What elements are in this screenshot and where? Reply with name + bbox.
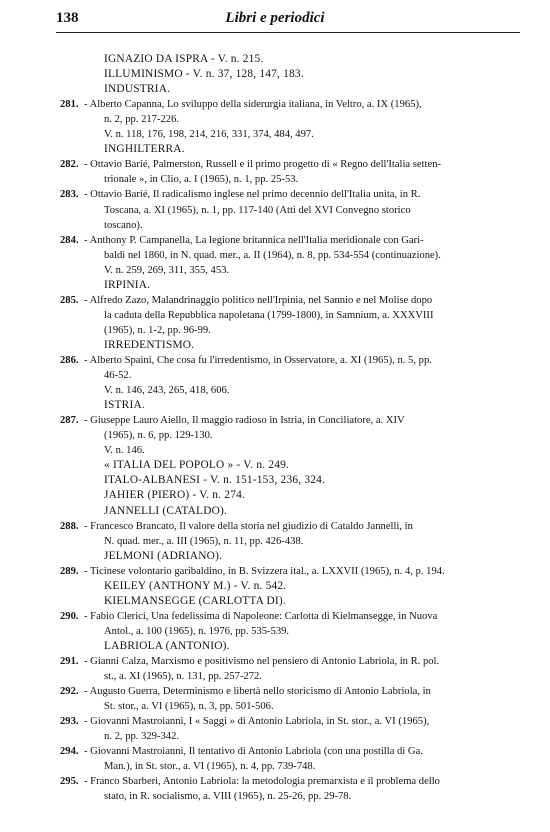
continuation-text: n. 2, pp. 217-226. xyxy=(104,114,180,126)
heading-text: INGHILTERRA. xyxy=(104,143,185,156)
entry-text: - Gianni Calza, Marxismo e positivismo nel pensiero di Antonio Labriola, in R. pol. xyxy=(84,656,440,667)
header-rule xyxy=(56,32,520,33)
subject-heading xyxy=(104,67,304,82)
entry-text: - Anthony P. Campanella, La legione britannica nell'Italia meridionale con Gari- xyxy=(84,234,424,246)
bibliography-entry xyxy=(60,233,424,248)
bibliography-entry xyxy=(60,519,413,534)
entry-text: - Alberto Capanna, Lo sviluppo della siderurgia italiana, in Veltro, a. IX (1965), xyxy=(84,99,422,111)
continuation-text: n. 2, pp. 329-342. xyxy=(104,731,180,743)
heading-text: JELMONI (ADRIANO). xyxy=(104,549,223,562)
continuation-text: (1965), n. 6, pp. 129-130. xyxy=(104,430,213,442)
continuation-text: toscano). xyxy=(104,219,143,231)
entry-continuation xyxy=(104,368,131,383)
continuation-text: baldi nel 1860, in N. quad. mer., a. II (1964), n. 8, pp. 534-554 (continuazione). xyxy=(104,249,441,261)
entry-continuation xyxy=(104,308,433,323)
heading-text: INDUSTRIA. xyxy=(104,83,171,96)
entry-number: 287. xyxy=(60,415,79,427)
entry-continuation xyxy=(104,534,303,549)
entry-number: 283. xyxy=(60,189,79,201)
bibliography-entry xyxy=(60,774,440,789)
heading-text: ILLUMINISMO - V. n. 37, 128, 147, 183. xyxy=(104,68,304,81)
entry-continuation xyxy=(104,218,143,233)
heading-text: KIELMANSEGGE (CARLOTTA DI). xyxy=(104,594,286,607)
entry-text: - Franco Sbarberi, Antonio Labriola: la metodologia premarxista e il problema dello xyxy=(84,776,440,788)
entry-number: 285. xyxy=(60,294,79,306)
entry-continuation xyxy=(104,112,179,127)
subject-heading xyxy=(104,52,263,67)
entry-text: - Ottavio Barié, Il radicalismo inglese nel primo decennio dell'Italia unita, in R. xyxy=(84,189,421,201)
heading-text: KEILEY (ANTHONY M.) - V. n. 542. xyxy=(104,579,287,592)
bibliography-entry xyxy=(60,564,445,579)
subject-heading xyxy=(104,594,286,609)
subject-heading xyxy=(104,142,185,157)
entry-continuation xyxy=(104,759,315,774)
entry-text: - Augusto Guerra, Determinismo e libertà nello storicismo di Antonio Labriola, in xyxy=(84,686,431,698)
entry-continuation xyxy=(104,383,229,398)
heading-text: ISTRIA. xyxy=(104,399,145,412)
heading-text: ITALO-ALBANESI - V. n. 151-153, 236, 324. xyxy=(104,474,326,487)
entry-continuation xyxy=(104,729,179,744)
page-number: 138 xyxy=(56,10,79,26)
continuation-text: (1965), n. 1-2, pp. 96-99. xyxy=(104,324,211,336)
heading-text: LABRIOLA (ANTONIO). xyxy=(104,639,230,652)
continuation-text: Antol., a. 100 (1965), n. 1976, pp. 535-539. xyxy=(104,625,290,637)
entry-number: 282. xyxy=(60,159,79,171)
bibliography-entry xyxy=(60,714,429,729)
bibliography-entry xyxy=(60,353,432,368)
page-header xyxy=(0,10,550,32)
heading-text: JANNELLI (CATALDO). xyxy=(104,504,228,517)
entry-text: - Fabio Clerici, Una fedelissima di Napoleone: Carlotta di Kielmansegge, in Nuova xyxy=(84,610,438,622)
bibliography-entry xyxy=(60,654,439,669)
bibliography-entry xyxy=(60,744,423,759)
subject-heading xyxy=(104,473,325,488)
continuation-text: st., a. XI (1965), n. 131, pp. 257-272. xyxy=(104,671,263,683)
entry-text: - Ottavio Barié, Palmerston, Russell e il primo progetto di « Regno dell'Italia setten- xyxy=(84,159,442,171)
subject-heading xyxy=(104,488,245,503)
continuation-text: N. quad. mer., a. III (1965), n. 11, pp. 426-438. xyxy=(104,535,304,547)
entry-continuation xyxy=(104,248,441,263)
continuation-text: V. n. 259, 269, 311, 355, 453. xyxy=(104,264,230,276)
entry-continuation xyxy=(104,428,213,443)
heading-text: IRREDENTISMO. xyxy=(104,338,195,351)
subject-heading xyxy=(104,639,230,654)
entry-text: - Francesco Brancato, Il valore della storia nel giudizio di Cataldo Jannelli, in xyxy=(84,520,413,532)
continuation-text: Man.), in St. stor., a. VI (1965), n. 4, pp. 739-748. xyxy=(104,761,316,773)
entry-number: 291. xyxy=(60,656,79,667)
subject-heading xyxy=(104,82,170,97)
subject-heading xyxy=(104,579,286,594)
entry-number: 294. xyxy=(60,746,79,758)
entry-text: - Alberto Spaini, Che cosa fu l'irredentismo, in Osservatore, a. XI (1965), n. 5, pp. xyxy=(84,355,432,366)
entry-number: 284. xyxy=(60,234,79,246)
entry-number: 293. xyxy=(60,716,79,728)
entry-text: - Giovanni Mastroianni, Il tentativo di Antonio Labriola (con una postilla di Ga. xyxy=(84,746,423,758)
continuation-text: 46-52. xyxy=(104,370,132,382)
entry-continuation xyxy=(104,127,314,142)
subject-heading xyxy=(104,338,194,353)
entry-continuation xyxy=(104,669,262,684)
bibliography-entry xyxy=(60,684,431,699)
entry-continuation xyxy=(104,699,274,714)
entry-continuation xyxy=(104,624,289,639)
continuation-text: stato, in R. socialismo, a. VIII (1965), n. 25-26, pp. 29-78. xyxy=(104,791,352,803)
continuation-text: trionale », in Clio, a. I (1965), n. 1, pp. 25-53. xyxy=(104,174,299,186)
subject-heading xyxy=(104,458,289,473)
entry-text: - Giuseppe Lauro Aiello, Il maggio radioso in Istria, in Conciliatore, a. XIV xyxy=(84,415,405,427)
subject-heading xyxy=(104,278,150,293)
continuation-text: V. n. 146. xyxy=(104,445,145,457)
entry-continuation xyxy=(104,172,298,187)
entry-continuation xyxy=(104,263,229,278)
entry-number: 295. xyxy=(60,776,79,788)
subject-heading xyxy=(104,504,227,519)
continuation-text: V. n. 146, 243, 265, 418, 606. xyxy=(104,385,230,397)
entry-continuation xyxy=(104,203,411,218)
bibliography-entry xyxy=(60,187,420,202)
continuation-text: Toscana, a. XI (1965), n. 1, pp. 117-140 (Atti del XVI Convegno storico xyxy=(104,204,411,216)
bibliography-entry xyxy=(60,293,432,308)
running-title: Libri e periodici xyxy=(225,10,325,26)
entry-number: 292. xyxy=(60,686,79,698)
entry-continuation xyxy=(104,443,145,458)
bibliography-entry xyxy=(60,413,405,428)
bibliography-entry xyxy=(60,609,437,624)
entry-number: 281. xyxy=(60,99,79,111)
entry-continuation xyxy=(104,789,351,804)
bibliography-entry xyxy=(60,97,422,112)
continuation-text: la caduta della Repubblica napoletana (1799-1800), in Samnium, a. XXXVIII xyxy=(104,309,434,321)
continuation-text: St. stor., a. VI (1965), n. 3, pp. 501-506. xyxy=(104,701,274,713)
entry-number: 288. xyxy=(60,520,79,532)
entry-text: - Alfredo Zazo, Malandrinaggio politico nell'Irpinia, nel Sannio e nel Molise dopo xyxy=(84,294,433,306)
heading-text: IGNAZIO DA ISPRA - V. n. 215. xyxy=(104,53,264,65)
subject-heading xyxy=(104,398,145,413)
subject-heading xyxy=(104,549,222,564)
bibliography-entry xyxy=(60,157,441,172)
entry-number: 290. xyxy=(60,610,79,622)
entry-text: - Giovanni Mastroianni, I « Saggi » di Antonio Labriola, in St. stor., a. VI (1965), xyxy=(84,716,430,728)
continuation-text: V. n. 118, 176, 198, 214, 216, 331, 374, 484, 497. xyxy=(104,129,314,141)
entry-text: - Ticinese volontario garibaldino, in B. Svizzera ital., a. LXXVII (1965), n. 4, p. 194. xyxy=(84,565,445,577)
entry-continuation xyxy=(104,323,211,338)
heading-text: « ITALIA DEL POPOLO » - V. n. 249. xyxy=(104,459,290,472)
heading-text: JAHIER (PIERO) - V. n. 274. xyxy=(104,489,246,502)
entry-number: 289. xyxy=(60,565,79,577)
entry-number: 286. xyxy=(60,355,79,366)
heading-text: IRPINIA. xyxy=(104,278,151,291)
